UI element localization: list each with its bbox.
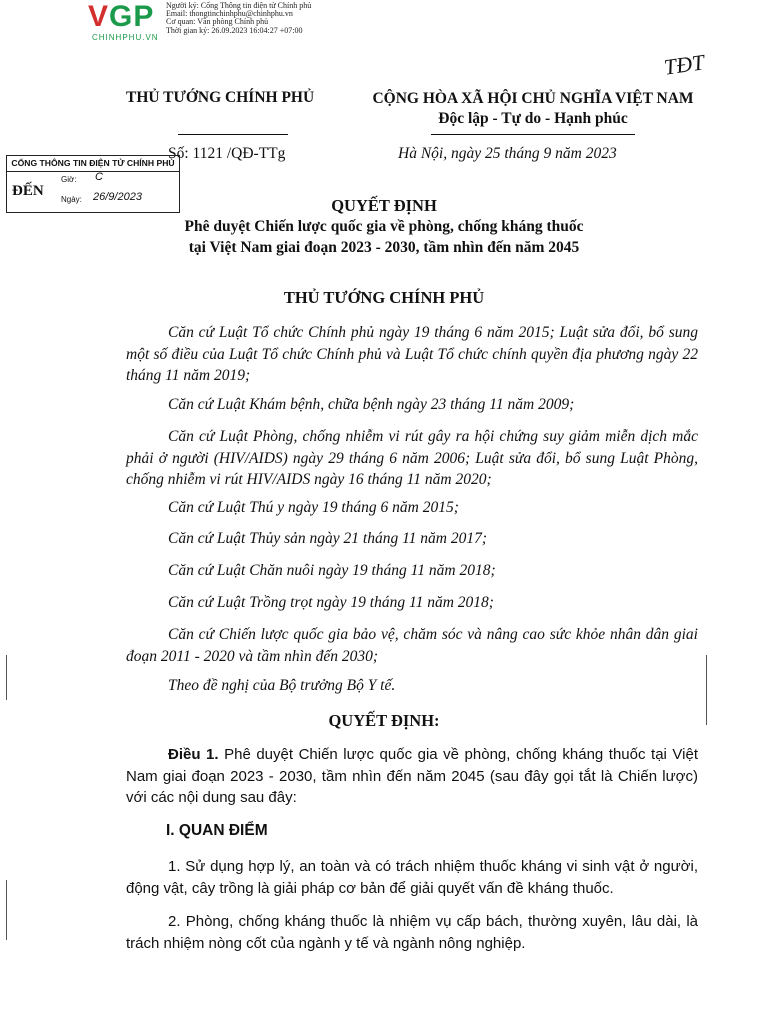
divider-right [431, 134, 635, 135]
legal-basis: Căn cứ Luật Chăn nuôi ngày 19 tháng 11 năm 2018; [168, 562, 496, 579]
legal-basis: Căn cứ Luật Tổ chức Chính phủ ngày 19 tháng 6 năm 2015; Luật sửa đổi, bổ sung một số điều của Luật Tổ chức Chính phủ và Luật Tổ chức chính quyền địa phương ngày 22 tháng 11 năm 2019; [126, 324, 698, 384]
section-item: 1. Sử dụng hợp lý, an toàn và có trách nhiệm thuốc kháng vi sinh vật ở người, động vật, cây trồng là giải pháp cơ bản để giải quyết vấn đề kháng thuốc. [126, 858, 698, 897]
stamp-time-label: Giờ: [61, 175, 77, 184]
legal-basis: Căn cứ Luật Khám bệnh, chữa bệnh ngày 23 tháng 11 năm 2009; [168, 396, 575, 413]
signer-line: Cơ quan: Văn phòng Chính phủ [166, 17, 269, 27]
article-1 [126, 744, 698, 809]
legal-basis: Theo đề nghị của Bộ trưởng Bộ Y tế. [168, 677, 396, 694]
stamp-date-label: Ngày: [61, 195, 82, 204]
national-motto: Độc lập - Tự do - Hạnh phúc [438, 110, 628, 127]
section-item: 2. Phòng, chống kháng thuốc là nhiệm vụ cấp bách, thường xuyên, lâu dài, là trách nhiệm nòng cốt của ngành y tế và ngành nông nghiệp. [126, 913, 698, 952]
scan-line-artifact [6, 655, 7, 700]
section-heading: I. QUAN ĐIỂM [166, 822, 268, 839]
place-and-date: Hà Nội, ngày 25 tháng 9 năm 2023 [398, 145, 617, 162]
scan-line-artifact [6, 880, 7, 940]
authority-heading: THỦ TƯỚNG CHÍNH PHỦ [283, 288, 485, 307]
article-1-label: Điều 1. [168, 746, 219, 763]
legal-basis: Căn cứ Luật Phòng, chống nhiễm vi rút gây ra hội chứng suy giảm miễn dịch mắc phải ở người (HIV/AIDS) ngày 29 tháng 6 năm 2006; Luật sửa đổi, bổ sung Luật Phòng, chống nhiễm vi rút HIV/AIDS ngày 16 tháng 11 năm 2020; [126, 428, 698, 488]
divider-left [178, 134, 288, 135]
signer-line: Email: thongtinchinhphu@chinhphu.vn [166, 9, 293, 19]
republic-header [360, 89, 706, 129]
stamp-den-label: ĐẾN [12, 183, 44, 199]
legal-basis: Căn cứ Luật Thủy sản ngày 21 tháng 11 năm 2017; [168, 530, 488, 547]
issuer-name: THỦ TƯỚNG CHÍNH PHỦ [126, 89, 315, 106]
document-number: Số: 1121 /QĐ-TTg [168, 145, 286, 162]
stamp-date-value: 26/9/2023 [93, 191, 142, 203]
stamp-title: CỔNG THÔNG TIN ĐIỆN TỬ CHÍNH PHỦ [7, 156, 179, 172]
decision-title: QUYẾT ĐỊNH [331, 196, 437, 215]
decision-subtitle-line2: tại Việt Nam giai đoạn 2023 - 2030, tầm nhìn đến năm 2045 [188, 239, 580, 256]
legal-basis: Căn cứ Luật Thú y ngày 19 tháng 6 năm 2015; [168, 499, 459, 516]
vgp-logo-subtitle: CHINHPHU.VN [92, 33, 159, 42]
signer-line: Người ký: Cổng Thông tin điện tử Chính phủ [166, 1, 312, 10]
legal-basis: Căn cứ Luật Trồng trọt ngày 19 tháng 11 năm 2018; [168, 594, 494, 611]
article-1-text: Phê duyệt Chiến lược quốc gia về phòng, chống kháng thuốc tại Việt Nam giai đoạn 2023 - 2030, tầm nhìn đến năm 2045 (sau đây gọi tắt là Chiến lược) với các nội dung sau đây: [126, 746, 698, 806]
signer-line: Thời gian ký: 26.09.2023 16:04:27 +07:00 [166, 25, 303, 35]
decision-subtitle-line1: Phê duyệt Chiến lược quốc gia về phòng, chống kháng thuốc [184, 218, 584, 235]
scan-line-artifact [706, 655, 707, 725]
legal-basis: Căn cứ Chiến lược quốc gia bảo vệ, chăm sóc và nâng cao sức khỏe nhân dân giai đoạn 2011 - 2020 và tầm nhìn đến 2030; [126, 626, 698, 665]
vgp-logo: VGP [88, 0, 155, 33]
digital-signature-info [166, 2, 311, 35]
handwritten-mark: TĐT [662, 49, 706, 80]
republic-name: CỘNG HÒA XÃ HỘI CHỦ NGHĨA VIỆT NAM [372, 90, 694, 107]
decides-heading: QUYẾT ĐỊNH: [328, 711, 440, 730]
stamp-time-value: C [95, 171, 103, 183]
